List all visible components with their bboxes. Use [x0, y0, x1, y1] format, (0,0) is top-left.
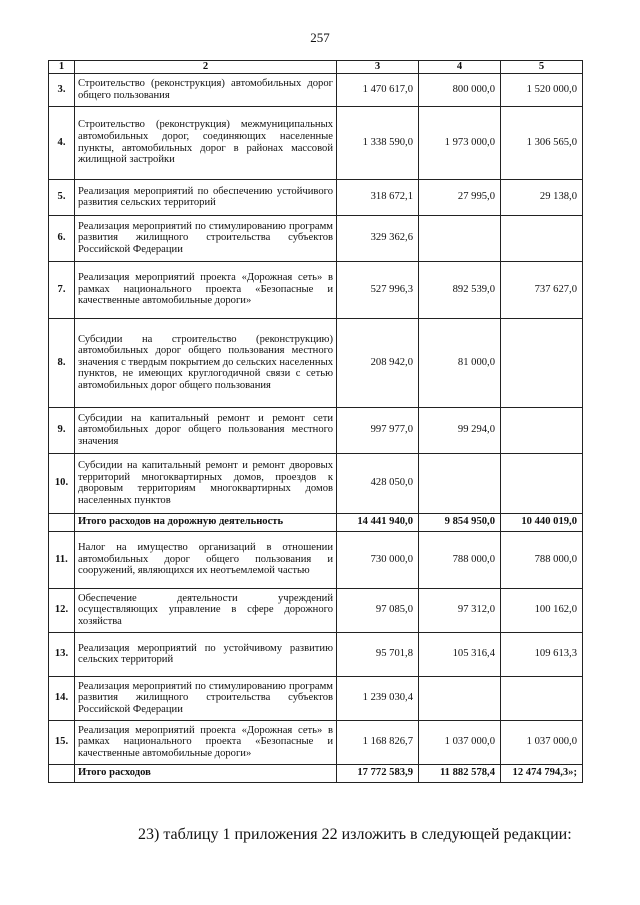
row-name-cell: Реализация мероприятий по стимулированию программ развития жилищного строительства субъектов Российской Федерации [75, 215, 337, 261]
row-name-cell: Обеспечение деятельности учреждений осуществляющих управление в сфере дорожного хозяйства [75, 588, 337, 632]
table-row [49, 73, 583, 106]
column-header: 1 [49, 61, 75, 74]
column-header: 4 [419, 61, 501, 74]
table-body [49, 73, 583, 782]
value-cell-col5: 737 627,0 [501, 261, 583, 318]
row-number-cell: 10. [49, 453, 75, 513]
row-name-cell: Строительство (реконструкция) межмуниципальных автомобильных дорог, соединяющих населенные пункты, автомобильных дорог в районах массовой жилищной застройки [75, 106, 337, 179]
value-cell-col4: 1 973 000,0 [419, 106, 501, 179]
value-cell-col4: 1 037 000,0 [419, 720, 501, 764]
row-number-cell: 12. [49, 588, 75, 632]
value-cell-col3: 17 772 583,9 [337, 764, 419, 782]
value-cell-col3: 208 942,0 [337, 318, 419, 407]
row-name-cell: Субсидии на строительство (реконструкцию) автомобильных дорог общего пользования местного значения с твердым покрытием до сельских населенных пунктов, не имеющих круглогодичной связи с сетью автомобильных дорог общего пользования [75, 318, 337, 407]
value-cell-col3: 97 085,0 [337, 588, 419, 632]
value-cell-col5 [501, 215, 583, 261]
instruction-text: 23) таблицу 1 приложения 22 изложить в следующей редакции: [138, 826, 572, 843]
table-row [49, 106, 583, 179]
value-cell-col5: 29 138,0 [501, 179, 583, 215]
value-cell-col4: 99 294,0 [419, 407, 501, 453]
row-number-cell: 5. [49, 179, 75, 215]
table-row [49, 720, 583, 764]
value-cell-col3: 1 168 826,7 [337, 720, 419, 764]
value-cell-col3: 1 470 617,0 [337, 73, 419, 106]
value-cell-col3: 527 996,3 [337, 261, 419, 318]
value-cell-col3: 428 050,0 [337, 453, 419, 513]
page-number: 257 [310, 30, 330, 45]
table-row [49, 261, 583, 318]
row-name-cell: Реализация мероприятий по стимулированию программ развития жилищного строительства субъектов Российской Федерации [75, 676, 337, 720]
value-cell-col5: 788 000,0 [501, 531, 583, 588]
value-cell-col4: 81 000,0 [419, 318, 501, 407]
row-name-cell: Налог на имущество организаций в отношении автомобильных дорог общего пользования и сооружений, являющихся их неотъемлемой частью [75, 531, 337, 588]
row-number-cell [49, 764, 75, 782]
row-name-cell: Субсидии на капитальный ремонт и ремонт сети автомобильных дорог общего пользования местного значения [75, 407, 337, 453]
value-cell-col5: 1 037 000,0 [501, 720, 583, 764]
value-cell-col5 [501, 407, 583, 453]
table-row [49, 215, 583, 261]
table-row [49, 588, 583, 632]
table-row [49, 318, 583, 407]
value-cell-col4 [419, 215, 501, 261]
value-cell-col4: 9 854 950,0 [419, 513, 501, 531]
row-name-cell: Реализация мероприятий проекта «Дорожная сеть» в рамках национального проекта «Безопасные и качественные автомобильные дороги» [75, 720, 337, 764]
value-cell-col5: 100 162,0 [501, 588, 583, 632]
row-number-cell: 14. [49, 676, 75, 720]
table-total-row [49, 764, 583, 782]
row-number-cell: 8. [49, 318, 75, 407]
value-cell-col3: 14 441 940,0 [337, 513, 419, 531]
value-cell-col3: 1 338 590,0 [337, 106, 419, 179]
row-name-cell: Реализация мероприятий по устойчивому развитию сельских территорий [75, 632, 337, 676]
row-name-cell: Реализация мероприятий проекта «Дорожная сеть» в рамках национального проекта «Безопасные и качественные автомобильные дороги» [75, 261, 337, 318]
table-row [49, 407, 583, 453]
row-name-cell: Субсидии на капитальный ремонт и ремонт дворовых территорий многоквартирных домов, проездов к дворовым территориям многоквартирных домов населенных пунктов [75, 453, 337, 513]
value-cell-col4: 788 000,0 [419, 531, 501, 588]
value-cell-col4: 27 995,0 [419, 179, 501, 215]
row-number-cell: 4. [49, 106, 75, 179]
table-total-row [49, 513, 583, 531]
value-cell-col3: 95 701,8 [337, 632, 419, 676]
row-name-cell: Итого расходов на дорожную деятельность [75, 513, 337, 531]
value-cell-col5 [501, 318, 583, 407]
value-cell-col5 [501, 676, 583, 720]
row-number-cell: 6. [49, 215, 75, 261]
value-cell-col4 [419, 453, 501, 513]
table-row [49, 676, 583, 720]
row-name-cell: Реализация мероприятий по обеспечению устойчивого развития сельских территорий [75, 179, 337, 215]
table-row [49, 531, 583, 588]
column-header: 2 [75, 61, 337, 74]
value-cell-col5 [501, 453, 583, 513]
value-cell-col4: 800 000,0 [419, 73, 501, 106]
row-number-cell: 3. [49, 73, 75, 106]
value-cell-col4: 97 312,0 [419, 588, 501, 632]
value-cell-col5: 109 613,3 [501, 632, 583, 676]
value-cell-col4: 105 316,4 [419, 632, 501, 676]
row-number-cell [49, 513, 75, 531]
row-number-cell: 9. [49, 407, 75, 453]
column-header: 3 [337, 61, 419, 74]
row-number-cell: 13. [49, 632, 75, 676]
value-cell-col5: 12 474 794,3»; [501, 764, 583, 782]
value-cell-col4: 892 539,0 [419, 261, 501, 318]
value-cell-col5: 10 440 019,0 [501, 513, 583, 531]
row-name-cell: Строительство (реконструкция) автомобильных дорог общего пользования [75, 73, 337, 106]
value-cell-col3: 318 672,1 [337, 179, 419, 215]
row-number-cell: 7. [49, 261, 75, 318]
row-number-cell: 15. [49, 720, 75, 764]
value-cell-col3: 1 239 030,4 [337, 676, 419, 720]
value-cell-col3: 997 977,0 [337, 407, 419, 453]
column-header: 5 [501, 61, 583, 74]
value-cell-col3: 329 362,6 [337, 215, 419, 261]
value-cell-col5: 1 306 565,0 [501, 106, 583, 179]
value-cell-col5: 1 520 000,0 [501, 73, 583, 106]
row-name-cell: Итого расходов [75, 764, 337, 782]
table-row [49, 453, 583, 513]
table-row [49, 179, 583, 215]
value-cell-col4 [419, 676, 501, 720]
value-cell-col3: 730 000,0 [337, 531, 419, 588]
table-header-row [49, 61, 583, 74]
row-number-cell: 11. [49, 531, 75, 588]
table-row [49, 632, 583, 676]
budget-table [48, 60, 583, 783]
value-cell-col4: 11 882 578,4 [419, 764, 501, 782]
